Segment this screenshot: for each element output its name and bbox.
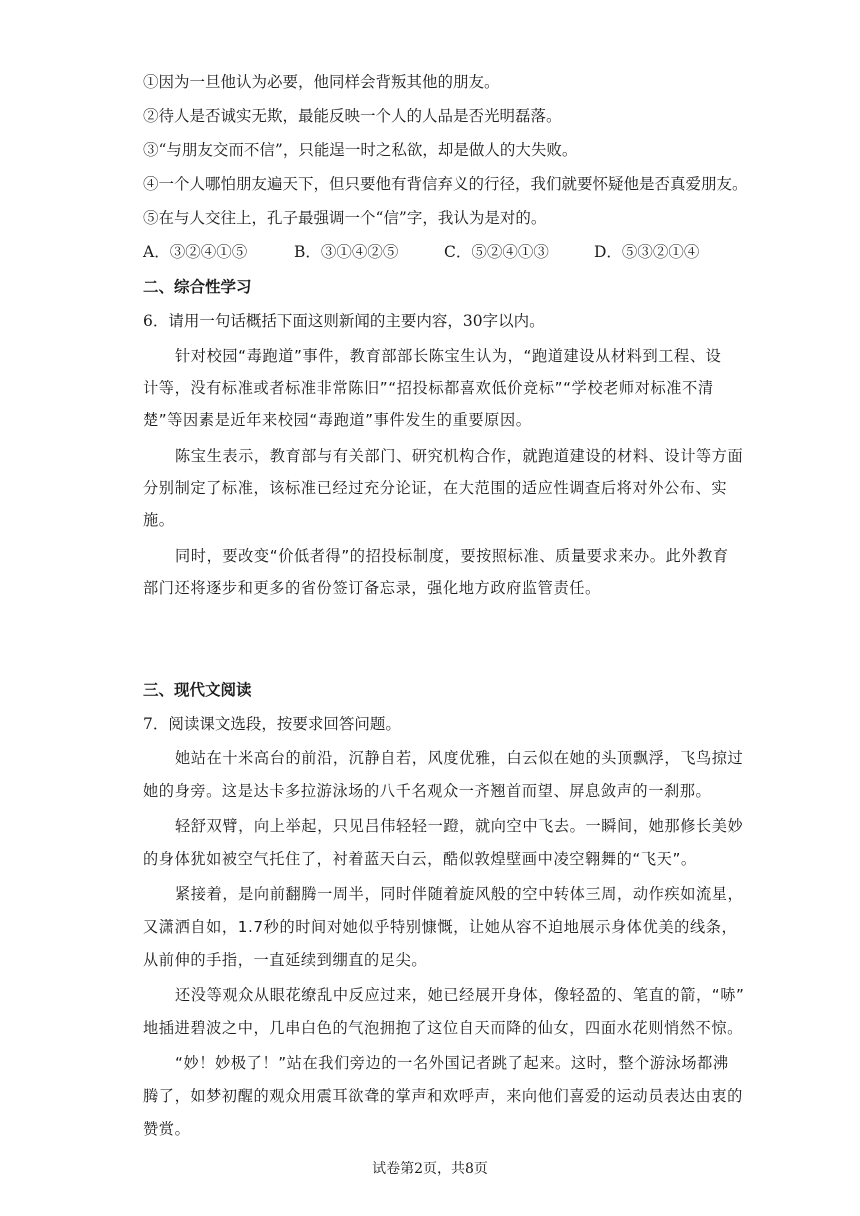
news-line: 楚”等因素是近年来校园“毒跑道”事件发生的重要原因。 <box>143 411 532 429</box>
passage-line: 腾了，如梦初醒的观众用震耳欲聋的掌声和欢呼声，来向他们喜爱的运动员表达由衷的 <box>143 1087 743 1105</box>
news-line: 分别制定了标准，该标准已经过充分论证，在大范围的适应性调查后将对外公布、实 <box>143 479 728 497</box>
news-line: 针对校园“毒跑道”事件，教育部部长陈宝生认为，“跑道建设从材料到工程、设 <box>175 347 722 365</box>
news-line: 施。 <box>143 511 175 529</box>
passage-line: 她的身旁。这是达卡多拉游泳场的八千名观众一齐翘首而望、屏息敛声的一刹那。 <box>143 782 712 800</box>
option-d: D．⑤③②①④ <box>594 243 700 261</box>
passage-line: “妙！妙极了！”站在我们旁边的一名外国记者跳了起来。这时，整个游泳场都沸 <box>175 1054 729 1072</box>
option-a: A．③②④①⑤ <box>143 243 248 261</box>
section-3-heading: 三、现代文阅读 <box>143 681 252 699</box>
passage-line: 地插进碧波之中，几串白色的气泡拥抱了这位自天而降的仙女，四面水花则悄然不惊。 <box>143 1019 743 1037</box>
news-line: 同时，要改变“价低者得”的招投标制度，要按照标准、质量要求来办。此外教育 <box>175 547 729 565</box>
passage-line: 紧接着，是向前翻腾一周半，同时伴随着旋风般的空中转体三周，动作疾如流星， <box>175 885 744 903</box>
passage-line: 又潇洒自如，1.7秒的时间对她似乎特别慷慨，让她从容不迫地展示身体优美的线条， <box>143 918 738 936</box>
passage-line: 轻舒双臂，向上举起，只见吕伟轻轻一蹬，就向空中飞去。一瞬间，她那修长美妙 <box>175 817 744 835</box>
passage-line: 从前伸的手指，一直延续到绷直的足尖。 <box>143 951 428 969</box>
passage-line: 的身体犹如被空气托住了，衬着蓝天白云，酷似敦煌壁画中凌空翱舞的“飞天”。 <box>143 850 697 868</box>
page-footer: 试卷第2页，共8页 <box>372 1161 488 1177</box>
news-line: 计等，没有标准或者标准非常陈旧”“招投标都喜欢低价竞标”“学校老师对标准不清 <box>143 379 714 397</box>
passage-line: 还没等观众从眼花缭乱中反应过来，她已经展开身体，像轻盈的、笔直的箭，“哧” <box>175 986 745 1004</box>
sentence-2: ②待人是否诚实无欺，最能反映一个人的人品是否光明磊落。 <box>143 107 562 125</box>
sentence-5: ⑤在与人交往上，孔子最强调一个“信”字，我认为是对的。 <box>143 209 547 227</box>
news-line: 部门还将逐步和更多的省份签订备忘录，强化地方政府监管责任。 <box>143 579 601 597</box>
passage-line: 赞赏。 <box>143 1120 191 1138</box>
question-6: 6．请用一句话概括下面这则新闻的主要内容，30字以内。 <box>143 312 545 330</box>
option-b: B．③①④②⑤ <box>294 243 399 261</box>
question-7: 7．阅读课文选段，按要求回答问题。 <box>143 715 401 733</box>
sentence-3: ③“与朋友交而不信”，只能逞一时之私欲，却是做人的大失败。 <box>143 141 578 159</box>
section-2-heading: 二、综合性学习 <box>143 278 252 296</box>
option-c: C．⑤②④①③ <box>444 243 549 261</box>
news-line: 陈宝生表示，教育部与有关部门、研究机构合作，就跑道建设的材料、设计等方面 <box>175 447 744 465</box>
sentence-4: ④一个人哪怕朋友遍天下，但只要他有背信弃义的行径，我们就要怀疑他是否真爱朋友。 <box>143 175 748 193</box>
passage-line: 她站在十米高台的前沿，沉静自若，风度优雅，白云似在她的头顶飘浮，飞鸟掠过 <box>175 749 744 767</box>
sentence-1: ①因为一旦他认为必要，他同样会背叛其他的朋友。 <box>143 73 500 91</box>
